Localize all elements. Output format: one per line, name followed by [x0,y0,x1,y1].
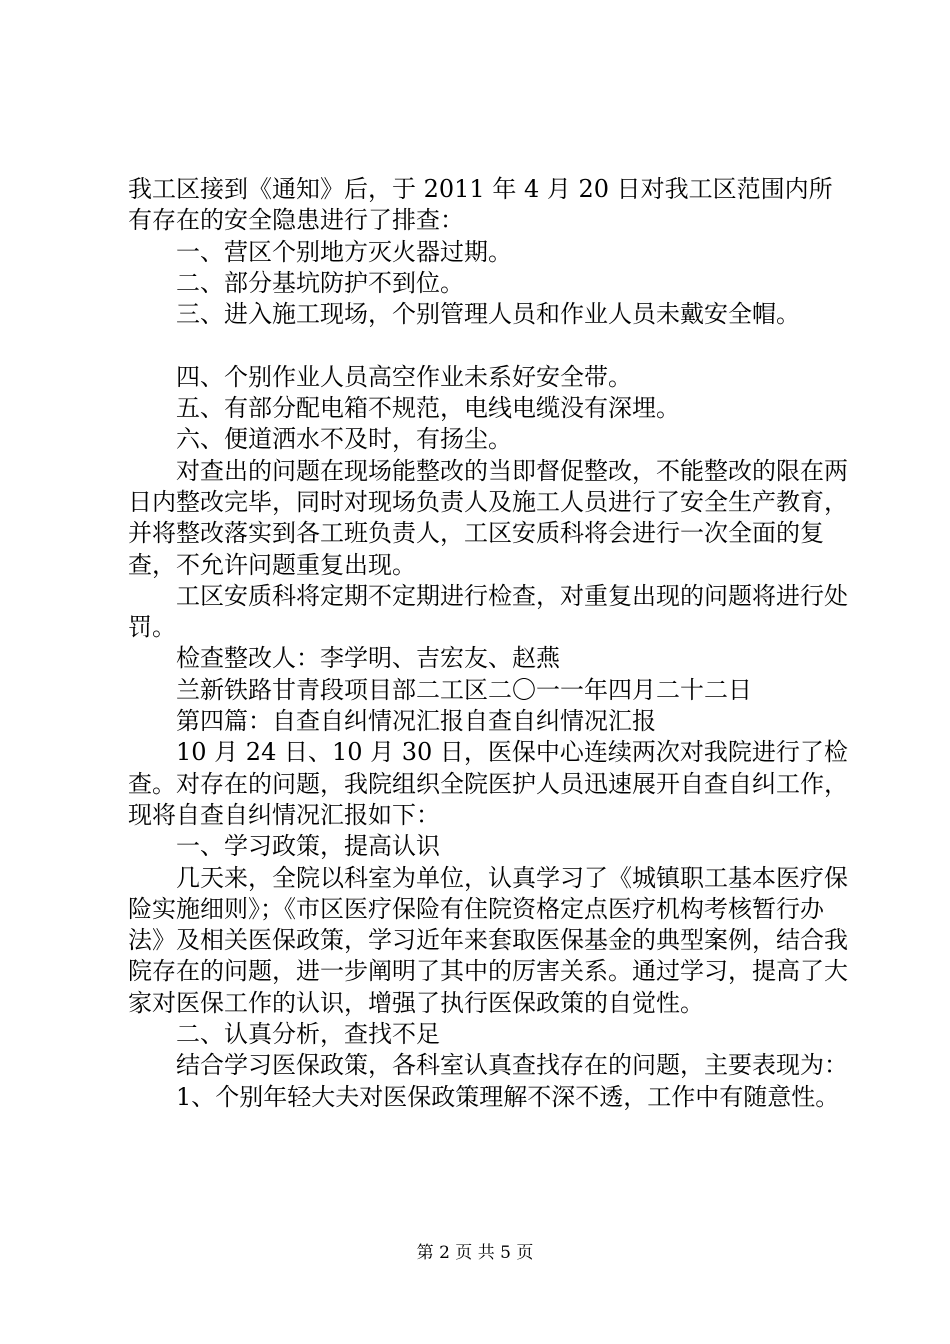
list-item-young-doctors: 1、个别年轻大夫对医保政策理解不深不透，工作中有随意性。 [176,1082,840,1111]
list-item-dust: 六、便道洒水不及时，有扬尘。 [176,425,512,454]
heading-study-policy: 一、学习政策，提高认识 [176,832,440,861]
paragraph-inspection-intro: 10 月 24 日、10 月 30 日，医保中心连续两次对我院进行了检查。对存在的问题，我院组织全院医护人员迅速展开自查自纠工作，现将自查自纠情况汇报如下： [128,738,848,829]
blank-line [128,330,848,361]
section-title: 第四篇：自查自纠情况汇报自查自纠情况汇报 [176,707,656,736]
paragraph-inspection-plan: 工区安质科将定期不定期进行检查，对重复出现的问题将进行处罚。 [128,581,848,642]
list-item-safety-belt: 四、个别作业人员高空作业未系好安全带。 [176,362,632,391]
page-footer [0,1242,950,1264]
heading-analysis: 二、认真分析，查找不足 [176,1020,440,1049]
paragraph-problems-intro: 结合学习医保政策，各科室认真查找存在的问题，主要表现为： [176,1051,848,1080]
page-number: 第 2 页 共 5 页 [416,1243,534,1263]
list-item-safety-helmet: 三、进入施工现场，个别管理人员和作业人员未戴安全帽。 [176,300,800,329]
paragraph-notice-intro: 我工区接到《通知》后，于 2011 年 4 月 20 日对我工区范围内所有存在的安全隐患进行了排查： [128,175,833,235]
inspector-names: 检查整改人：李学明、吉宏友、赵燕 [176,644,560,673]
list-item-fire-extinguisher: 一、营区个别地方灭火器过期。 [176,237,512,266]
paragraph-rectification: 对查出的问题在现场能整改的当即督促整改，不能整改的限在两日内整改完毕，同时对现场负责人及施工人员进行了安全生产教育，并将整改落实到各工班负责人，工区安质科将会进行一次全面的复查，不允许问题重复出现。 [128,456,848,579]
document-body [128,174,848,1113]
list-item-distribution-box: 五、有部分配电箱不规范，电线电缆没有深埋。 [176,394,680,423]
signature-date: 兰新铁路甘青段项目部二工区二〇一一年四月二十二日 [176,675,752,704]
list-item-foundation-pit: 二、部分基坑防护不到位。 [176,268,464,297]
paragraph-study: 几天来，全院以科室为单位，认真学习了《城镇职工基本医疗保险实施细则》；《市区医疗保险有住院资格定点医疗机构考核暂行办法》及相关医保政策，学习近年来套取医保基金的典型案例，结合我院存在的问题，进一步阐明了其中的厉害关系。通过学习，提高了大家对医保工作的认识，增强了执行医保政策的自觉性。 [128,863,848,1017]
